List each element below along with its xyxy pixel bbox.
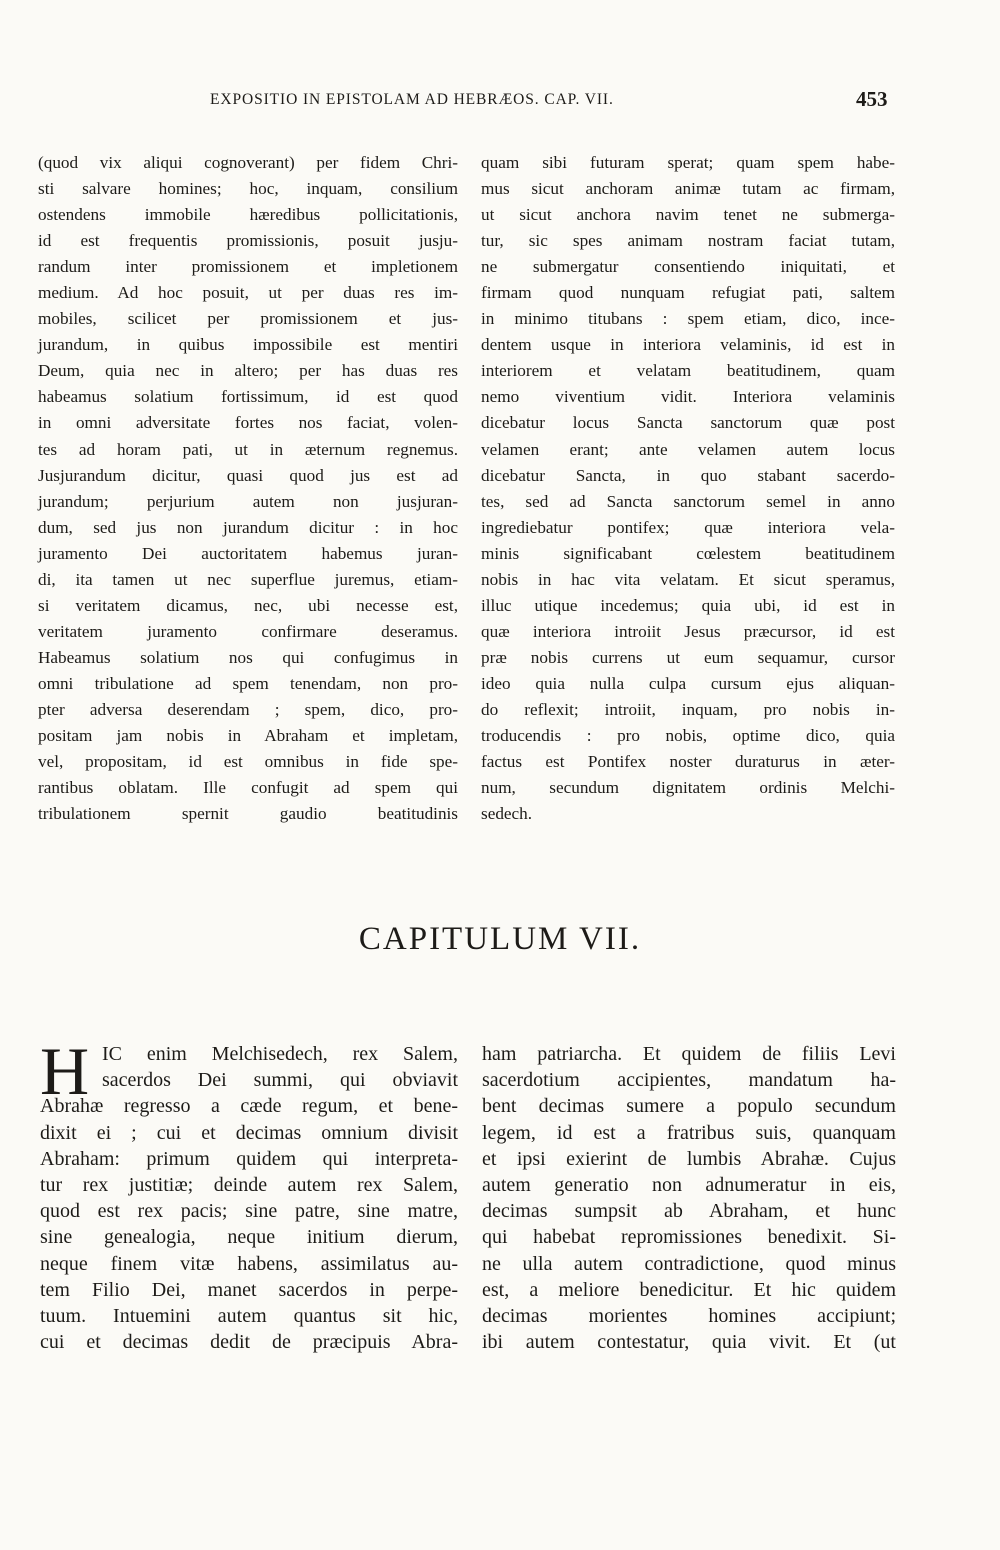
text-line: do reflexit; introiit, inquam, pro nobis in- xyxy=(481,699,895,719)
chapter-heading: CAPITULUM VII. xyxy=(358,921,642,957)
text-line: habeamus solatium fortissimum, id est quod xyxy=(38,387,458,407)
text-line: dentem usque in interiora velaminis, id est in xyxy=(481,335,895,355)
text-line: tes, sed ad Sancta sanctorum semel in anno xyxy=(481,491,895,511)
text-line: si veritatem dicamus, nec, ubi necesse est, xyxy=(38,595,458,615)
text-line: cui et decimas dedit de præcipuis Abra- xyxy=(40,1331,458,1354)
text-line: tes ad horam pati, ut in æternum regnemus. xyxy=(38,439,458,459)
text-line: Abrahæ regresso a cæde regum, et bene- xyxy=(40,1095,458,1118)
text-line: dicebatur locus Sancta sanctorum quæ post xyxy=(481,413,895,433)
text-line: rantibus oblatam. Ille confugit ad spem qui xyxy=(38,778,458,798)
text-line: ut sicut anchora navim tenet ne submerga- xyxy=(481,205,895,225)
text-line: sine genealogia, neque initium dierum, xyxy=(40,1226,458,1249)
text-line: quam sibi futuram sperat; quam spem habe- xyxy=(481,153,895,172)
text-line: nemo viventium vidit. Interiora velaminis xyxy=(481,387,895,407)
text-line: pter adversa deserendam ; spem, dico, pro- xyxy=(38,699,458,719)
text-line: mus sicut anchoram animæ tutam ac firmam, xyxy=(481,179,895,199)
text-line: tur, sic spes animam nostram faciat tutam, xyxy=(481,231,895,251)
running-title: EXPOSITIO IN EPISTOLAM AD HEBRÆOS. CAP. VII. xyxy=(210,91,614,108)
commentary-right-column xyxy=(481,150,895,827)
text-line: jurandum; perjurium autem non jusjuran- xyxy=(38,491,458,511)
text-line: Jusjurandum dicitur, quasi quod jus est ad xyxy=(38,465,458,485)
text-line: (quod vix aliqui cognoverant) per fidem Chri- xyxy=(38,153,458,172)
text-line: sacerdos Dei summi, qui obviavit xyxy=(102,1069,458,1092)
text-line: ostendens immobile hæredibus pollicitationis, xyxy=(38,205,458,225)
text-line: præ nobis currens ut eum sequamur, cursor xyxy=(481,647,895,667)
text-line: tribulationem spernit gaudio beatitudinis xyxy=(38,804,458,824)
text-line: ne ulla autem contradictione, quod minus xyxy=(482,1252,896,1275)
text-line: minis significabant cœlestem beatitudinem xyxy=(481,543,895,563)
text-line: veritatem juramento confirmare deseramus. xyxy=(38,621,458,641)
text-line: quæ interiora introiit Jesus præcursor, id est xyxy=(481,621,895,641)
text-line: nobis in hac vita velatam. Et sicut speramus, xyxy=(481,569,895,589)
text-line: IC enim Melchisedech, rex Salem, xyxy=(102,1043,458,1065)
text-line: decimas sumpsit ab Abraham, et hunc xyxy=(482,1200,896,1223)
text-line: ham patriarcha. Et quidem de filiis Levi xyxy=(482,1043,896,1065)
text-line: dum, sed jus non jurandum dicitur : in hoc xyxy=(38,517,458,537)
text-line: ideo quia nulla culpa cursum ejus aliquan- xyxy=(481,673,895,693)
text-line: di, ita tamen ut nec superflue juremus, etiam- xyxy=(38,569,458,589)
text-line: troducendis : pro nobis, optime dico, quia xyxy=(481,726,895,746)
text-line: tur rex justitiæ; deinde autem rex Salem, xyxy=(40,1174,458,1197)
text-line: qui habebat repromissiones benedixit. Si- xyxy=(482,1226,896,1249)
text-line: tem Filio Dei, manet sacerdos in perpe- xyxy=(40,1278,458,1301)
text-line: neque finem vitæ habens, assimilatus au- xyxy=(40,1252,458,1275)
text-line: legem, id est a fratribus suis, quanquam xyxy=(482,1121,896,1144)
text-line: positam jam nobis in Abraham et impletam, xyxy=(38,726,458,746)
text-line: Habeamus solatium nos qui confugimus in xyxy=(38,647,458,667)
text-line: randum inter promissionem et impletionem xyxy=(38,257,458,277)
text-line: juramento Dei auctoritatem habemus juran- xyxy=(38,543,458,563)
text-line: quod est rex pacis; sine patre, sine matre, xyxy=(40,1200,458,1223)
text-line: bent decimas sumere a populo secundum xyxy=(482,1095,896,1118)
commentary-left-column xyxy=(38,150,458,827)
text-line: dicebatur Sancta, in quo stabant sacerdo- xyxy=(481,465,895,485)
text-line: ibi autem contestatur, quia vivit. Et (ut xyxy=(482,1331,896,1354)
text-line: est, a meliore benedicitur. Et hic quidem xyxy=(482,1278,896,1301)
text-line: medium. Ad hoc posuit, ut per duas res im- xyxy=(38,283,458,303)
text-line: ingrediebatur pontifex; quæ interiora vela- xyxy=(481,517,895,537)
text-line: omni tribulatione ad spem tenendam, non pro- xyxy=(38,673,458,693)
text-line: in minimo titubans : spem etiam, dico, ince- xyxy=(481,309,895,329)
text-line: sti salvare homines; hoc, inquam, consilium xyxy=(38,179,458,199)
text-line: velamen erant; ante velamen autem locus xyxy=(481,439,895,459)
text-line: illuc utique incedemus; quia ubi, id est in xyxy=(481,595,895,615)
drop-cap: H xyxy=(40,1033,90,1109)
text-line: sedech. xyxy=(481,804,533,824)
chapter-text-left-column xyxy=(40,1033,458,1355)
text-line: vel, propositam, id est omnibus in fide spe- xyxy=(38,752,458,772)
text-line: jurandum, in quibus impossibile est mentiri xyxy=(38,335,458,355)
chapter-text-right-column xyxy=(482,1041,896,1355)
text-line: tuum. Intuemini autem quantus sit hic, xyxy=(40,1305,458,1328)
text-line: dixit ei ; cui et decimas omnium divisit xyxy=(40,1121,458,1144)
text-line: Deum, quia nec in altero; per has duas res xyxy=(38,361,458,381)
text-line: et ipsi exierint de lumbis Abrahæ. Cujus xyxy=(482,1147,896,1170)
text-line: firmam quod nunquam refugiat pati, saltem xyxy=(481,283,895,303)
text-line: num, secundum dignitatem ordinis Melchi- xyxy=(481,778,895,798)
text-line: mobiles, scilicet per promissionem et jus- xyxy=(38,309,458,329)
text-line: in omni adversitate fortes nos faciat, volen- xyxy=(38,413,458,433)
text-line: sacerdotium accipientes, mandatum ha- xyxy=(482,1069,896,1092)
text-line: Abraham: primum quidem qui interpreta- xyxy=(40,1147,458,1170)
text-line: autem generatio non adnumeratur in eis, xyxy=(482,1174,896,1197)
text-line: ne submergatur consentiendo iniquitati, et xyxy=(481,257,895,277)
page-number: 453 xyxy=(856,87,888,111)
text-line: interiorem et velatam beatitudinem, quam xyxy=(481,361,895,381)
text-line: factus est Pontifex noster duraturus in æter- xyxy=(481,752,895,772)
text-line: decimas morientes homines accipiunt; xyxy=(482,1305,896,1328)
text-line: id est frequentis promissionis, posuit jusju- xyxy=(38,231,458,251)
